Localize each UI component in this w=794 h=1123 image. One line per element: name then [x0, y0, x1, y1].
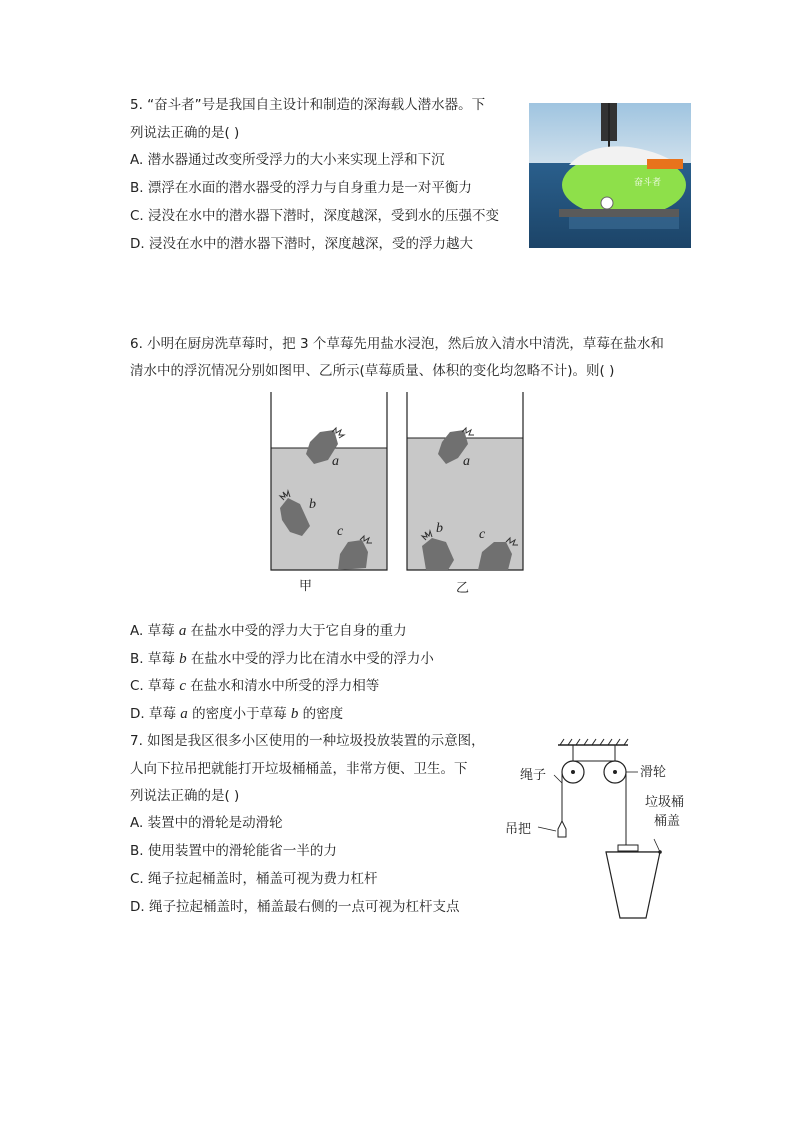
q7-option-b: B. 使用装置中的滑轮能省一半的力 — [130, 843, 337, 859]
label-b-left: b — [309, 497, 316, 512]
label-c-left: c — [337, 524, 344, 539]
label-a-left: a — [332, 454, 339, 469]
q7-stem-line3: 列说法正确的是( ) — [130, 788, 240, 804]
pulley-bin-figure — [500, 735, 700, 925]
q5-stem-line2: 列说法正确的是( ) — [130, 125, 240, 141]
caption-jia: 甲 — [299, 579, 313, 594]
label-pulley: 滑轮 — [640, 765, 667, 780]
hull-lettering: 奋斗者 — [634, 178, 662, 188]
q6-option-c: C. 草莓 c 在盐水和清水中所受的浮力相等 — [130, 678, 380, 694]
submersible-photo — [529, 103, 691, 248]
q5-option-b: B. 漂浮在水面的潜水器受的浮力与自身重力是一对平衡力 — [130, 180, 472, 196]
label-c-right: c — [479, 527, 486, 542]
q6-stem-line1: 6. 小明在厨房洗草莓时，把 3 个草莓先用盐水浸泡，然后放入清水中清洗，草莓在盐水和 — [130, 336, 664, 352]
ceiling — [558, 739, 628, 745]
label-handle: 吊把 — [505, 822, 532, 837]
label-bin-line1: 垃圾桶 — [645, 795, 685, 810]
q7-option-c: C. 绳子拉起桶盖时，桶盖可视为费力杠杆 — [130, 871, 378, 887]
q6-option-d: D. 草莓 a 的密度小于草莓 b 的密度 — [130, 706, 344, 722]
q5-stem-line1: 5. “奋斗者”号是我国自主设计和制造的深海载人潜水器。下 — [130, 97, 486, 113]
q6-stem-line2: 清水中的浮沉情况分别如图甲、乙所示(草莓质量、体积的变化均忽略不计)。则( ) — [130, 363, 615, 379]
handle-shape — [558, 821, 566, 837]
label-b-right: b — [436, 521, 443, 536]
bin-lid-knob — [618, 845, 638, 851]
q5-option-d: D. 浸没在水中的潜水器下潜时，深度越深，受的浮力越大 — [130, 236, 473, 252]
q7-option-a: A. 装置中的滑轮是动滑轮 — [130, 815, 283, 831]
q5-option-a: A. 潜水器通过改变所受浮力的大小来实现上浮和下沉 — [130, 152, 445, 168]
caption-yi: 乙 — [456, 581, 470, 596]
q5-option-c: C. 浸没在水中的潜水器下潜时，深度越深，受到水的压强不变 — [130, 208, 500, 224]
q6-option-b: B. 草莓 b 在盐水中受的浮力比在清水中受的浮力小 — [130, 651, 434, 667]
label-rope: 绳子 — [520, 768, 547, 783]
strawberry-figure — [262, 390, 534, 605]
q6-option-a: A. 草莓 a 在盐水中受的浮力大于它自身的重力 — [130, 623, 407, 639]
label-a-right: a — [463, 454, 470, 469]
label-bin-line2: 桶盖 — [654, 814, 681, 829]
bin-body — [606, 852, 660, 918]
q7-stem-line1: 7. 如图是我区很多小区使用的一种垃圾投放装置的示意图， — [130, 733, 485, 749]
q7-option-d: D. 绳子拉起桶盖时，桶盖最右侧的一点可视为杠杆支点 — [130, 899, 460, 915]
q7-stem-line2: 人向下拉吊把就能打开垃圾桶桶盖，非常方便、卫生。下 — [130, 761, 468, 777]
